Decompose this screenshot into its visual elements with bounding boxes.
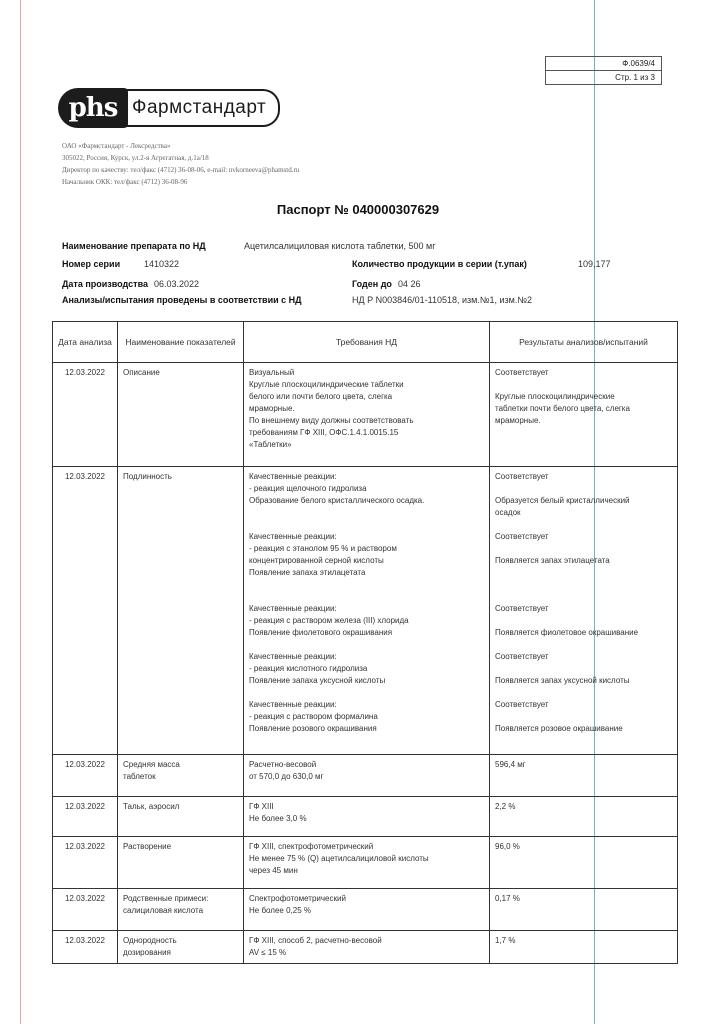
- cell-line: Появление фиолетового окрашивания: [249, 628, 393, 637]
- table-body: [53, 363, 678, 964]
- spacer: [495, 543, 672, 555]
- spacer: [249, 639, 484, 651]
- requirement-cell: [244, 467, 490, 755]
- quantity-value: 109,177: [578, 259, 611, 269]
- parameter-name: [118, 931, 244, 964]
- table-row: [53, 837, 678, 889]
- cell-line: Появляется фиолетовое окрашивание: [495, 628, 639, 637]
- series-label: Номер серии: [62, 259, 121, 269]
- cell-line: AV ≤ 15 %: [249, 948, 287, 957]
- analysis-date: 12.03.2022: [53, 755, 118, 797]
- cell-line: Качественные реакции:: [249, 700, 337, 709]
- form-code-box: [545, 56, 662, 85]
- cell-line: Образование белого кристаллического осадка.: [249, 496, 425, 505]
- cell-line: Появление запаха уксусной кислоты: [249, 676, 386, 685]
- production-date-value: 06.03.2022: [154, 279, 200, 289]
- series-value: 1410322: [144, 259, 180, 269]
- parameter-name: [118, 363, 244, 467]
- company-info: [62, 140, 299, 188]
- result-cell: [490, 889, 678, 931]
- analysis-basis-label: Анализы/испытания проведены в соответствии с НД: [62, 295, 302, 305]
- analysis-date: 12.03.2022: [53, 467, 118, 755]
- cell-line: белого или почти белого цвета, слегка: [249, 392, 393, 401]
- result-cell: [490, 755, 678, 797]
- scan-edge-line-left: [20, 0, 21, 1024]
- spacer: [495, 379, 672, 391]
- spacer: [495, 687, 672, 699]
- cell-line: Качественные реакции:: [249, 604, 337, 613]
- result-cell: [490, 363, 678, 467]
- cell-line: таблеток: [123, 772, 156, 781]
- spacer: [495, 615, 672, 627]
- spacer: [495, 519, 672, 531]
- cell-line: таблетки почти белого цвета, слегка: [495, 404, 630, 413]
- col-header-results: Результаты анализов/испытаний: [490, 322, 678, 363]
- cell-line: Появляется запах этилацетата: [495, 556, 610, 565]
- requirement-cell: [244, 363, 490, 467]
- cell-line: - реакция с этанолом 95 % и раствором: [249, 544, 397, 553]
- analysis-date: 12.03.2022: [53, 931, 118, 964]
- cell-line: мраморные.: [495, 416, 541, 425]
- cell-line: Расчетно-весовой: [249, 760, 317, 769]
- parameter-name: [118, 467, 244, 755]
- col-header-date: Дата анализа: [53, 322, 118, 363]
- cell-line: - реакция с раствором формалина: [249, 712, 378, 721]
- cell-line: Качественные реакции:: [249, 472, 337, 481]
- cell-line: Однородность: [123, 936, 177, 945]
- logo-mark: phs: [58, 88, 128, 128]
- cell-line: Спектрофотометрический: [249, 894, 346, 903]
- cell-line: Не менее 75 % (Q) ацетилсалициловой кислоты: [249, 854, 429, 863]
- parameter-name: [118, 837, 244, 889]
- company-address: 305022, Россия, Курск, ул.2-я Агрегатная, д.1а/18: [62, 154, 209, 162]
- cell-line: 1,7 %: [495, 936, 516, 945]
- requirement-cell: [244, 931, 490, 964]
- cell-line: Качественные реакции:: [249, 652, 337, 661]
- requirement-cell: [244, 837, 490, 889]
- cell-line: Описание: [123, 368, 160, 377]
- spacer: [495, 591, 672, 603]
- table-row: [53, 931, 678, 964]
- production-date-label: Дата производства: [62, 279, 148, 289]
- table-row: [53, 755, 678, 797]
- cell-line: Не более 0,25 %: [249, 906, 311, 915]
- cell-line: - реакция щелочного гидролиза: [249, 484, 367, 493]
- cell-line: Круглые плоскоцилиндрические таблетки: [249, 380, 404, 389]
- table-row: [53, 797, 678, 837]
- table-row: [53, 467, 678, 755]
- cell-line: через 45 мин: [249, 866, 298, 875]
- cell-line: Появление запаха этилацетата: [249, 568, 366, 577]
- cell-line: - реакция кислотного гидролиза: [249, 664, 368, 673]
- requirement-cell: [244, 797, 490, 837]
- cell-line: «Таблетки»: [249, 440, 292, 449]
- table-header-row: [53, 322, 678, 363]
- cell-line: 596,4 мг: [495, 760, 526, 769]
- cell-line: Средняя масса: [123, 760, 180, 769]
- spacer: [495, 567, 672, 579]
- drug-value: Ацетилсалициловая кислота таблетки, 500 мг: [244, 241, 436, 251]
- requirement-cell: [244, 755, 490, 797]
- cell-line: осадок: [495, 508, 521, 517]
- page-number: Стр. 1 из 3: [546, 70, 661, 84]
- table-row: [53, 889, 678, 931]
- cell-line: 2,2 %: [495, 802, 516, 811]
- spacer: [495, 579, 672, 591]
- cell-line: Визуальный: [249, 368, 295, 377]
- cell-line: Соответствует: [495, 604, 549, 613]
- qc-head-contact: Начальник ОКК: тел/факс (4712) 36-08-96: [62, 178, 188, 186]
- cell-line: Растворение: [123, 842, 172, 851]
- expiry-label: Годен до: [352, 279, 392, 289]
- drug-label: Наименование препарата по НД: [62, 241, 206, 251]
- cell-line: дозирования: [123, 948, 171, 957]
- spacer: [495, 663, 672, 675]
- cell-line: 0,17 %: [495, 894, 520, 903]
- analysis-date: 12.03.2022: [53, 363, 118, 467]
- result-cell: [490, 837, 678, 889]
- cell-line: Появляется запах уксусной кислоты: [495, 676, 630, 685]
- spacer: [249, 507, 484, 519]
- cell-line: Родственные примеси:: [123, 894, 209, 903]
- result-cell: [490, 931, 678, 964]
- cell-line: Образуется белый кристаллический: [495, 496, 630, 505]
- spacer: [495, 639, 672, 651]
- cell-line: ГФ XIII, спектрофотометрический: [249, 842, 374, 851]
- spacer: [495, 711, 672, 723]
- spacer: [249, 519, 484, 531]
- spacer: [495, 483, 672, 495]
- cell-line: концентрированной серной кислоты: [249, 556, 384, 565]
- company-name: ОАО «Фармстандарт - Лексредства»: [62, 142, 171, 150]
- parameter-name: [118, 797, 244, 837]
- result-cell: [490, 467, 678, 755]
- cell-line: Соответствует: [495, 652, 549, 661]
- table-row: [53, 363, 678, 467]
- cell-line: Появляется розовое окрашивание: [495, 724, 623, 733]
- cell-line: 96,0 %: [495, 842, 520, 851]
- cell-line: Тальк, аэросил: [123, 802, 180, 811]
- parameter-name: [118, 755, 244, 797]
- cell-line: ГФ XIII: [249, 802, 274, 811]
- col-header-requirements: Требования НД: [244, 322, 490, 363]
- spacer: [249, 579, 484, 591]
- cell-line: Соответствует: [495, 368, 549, 377]
- cell-line: ГФ XIII, способ 2, расчетно-весовой: [249, 936, 382, 945]
- cell-line: требованиям ГФ XIII, ОФС.1.4.1.0015.15: [249, 428, 399, 437]
- parameter-name: [118, 889, 244, 931]
- results-table: [52, 321, 678, 964]
- expiry-value: 04 26: [398, 279, 421, 289]
- spacer: [249, 687, 484, 699]
- requirement-cell: [244, 889, 490, 931]
- quality-director-contact: Директор по качеству: тел/факс (4712) 36-08-06, e-mail: nvkorneeva@phamstd.ru: [62, 166, 300, 174]
- logo-word: Фармстандарт: [124, 89, 280, 127]
- cell-line: - реакция с раствором железа (III) хлорида: [249, 616, 409, 625]
- col-header-parameter: Наименование показателей: [118, 322, 244, 363]
- quantity-label: Количество продукции в серии (т.упак): [352, 259, 527, 269]
- cell-line: салициловая кислота: [123, 906, 204, 915]
- cell-line: Соответствует: [495, 532, 549, 541]
- analysis-date: 12.03.2022: [53, 797, 118, 837]
- cell-line: Подлинность: [123, 472, 172, 481]
- cell-line: от 570,0 до 630,0 мг: [249, 772, 324, 781]
- result-cell: [490, 797, 678, 837]
- cell-line: мраморные.: [249, 404, 295, 413]
- form-code: Ф.0639/4: [622, 59, 655, 68]
- spacer: [249, 591, 484, 603]
- cell-line: Соответствует: [495, 700, 549, 709]
- cell-line: Круглые плоскоцилиндрические: [495, 392, 615, 401]
- company-logo: [58, 88, 280, 128]
- cell-line: Появление розового окрашивания: [249, 724, 377, 733]
- analysis-basis-value: НД Р N003846/01-110518, изм.№1, изм.№2: [352, 295, 533, 305]
- cell-line: Качественные реакции:: [249, 532, 337, 541]
- cell-line: По внешнему виду должны соответствовать: [249, 416, 414, 425]
- analysis-date: 12.03.2022: [53, 837, 118, 889]
- cell-line: Соответствует: [495, 472, 549, 481]
- cell-line: Не более 3,0 %: [249, 814, 307, 823]
- passport-title: Паспорт № 040000307629: [276, 202, 440, 217]
- analysis-date: 12.03.2022: [53, 889, 118, 931]
